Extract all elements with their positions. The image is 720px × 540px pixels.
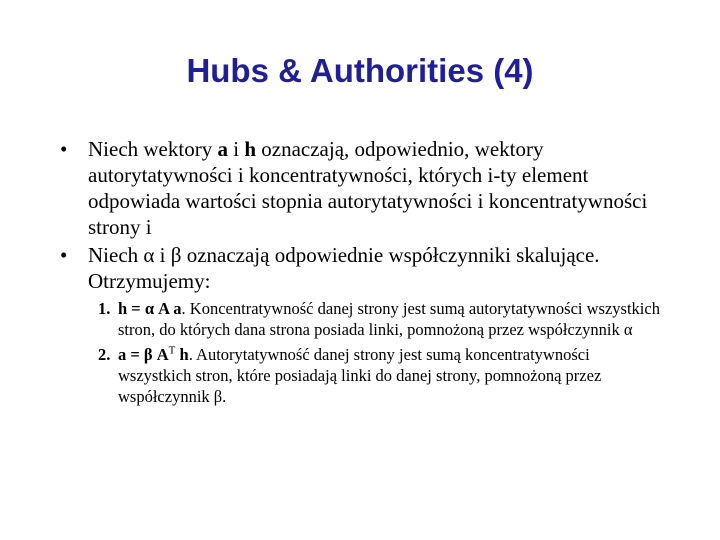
bullet-marker: • (60, 137, 68, 161)
bullet-text-pre: Niech wektory (88, 137, 218, 161)
vector-h-label: h (244, 137, 256, 161)
bullet-marker: • (60, 243, 68, 267)
hub-description: . Koncentratywność danej strony jest sumą autorytatywności wszystkich stron, do których dana strona posiada linki, pomnożoną przez współczynnik α (118, 299, 660, 339)
list-item-hub-formula (98, 298, 660, 340)
transpose-superscript: T (168, 344, 176, 357)
list-number: 2. (98, 345, 111, 364)
list-item-authority-formula (98, 344, 660, 407)
bullet-item-coefficients (60, 242, 660, 294)
bullet-text-mid: i (154, 243, 171, 267)
beta-symbol: β (170, 243, 182, 267)
numbered-list (98, 298, 660, 407)
slide-title: Hubs & Authorities (4) (186, 52, 534, 89)
alpha-symbol: α (143, 243, 155, 267)
authority-formula-post: h (175, 345, 189, 364)
bullet-text-pre: Niech (88, 243, 144, 267)
list-number: 1. (98, 299, 111, 318)
slide-content (60, 136, 660, 411)
bullet-item-vectors (60, 136, 660, 240)
authority-description: . Autorytatywność danej strony jest sumą koncentratywności wszystkich stron, które posiadają linki do danej strony, pomnożoną przez współczynnik β. (118, 345, 602, 406)
bullet-text-post: oznaczają, odpowiednio, wektory autorytatywności i koncentratywności, których i-ty element odpowiada wartości stopnia autorytatywności i koncentratywności strony i (88, 137, 648, 239)
vector-a-label: a (217, 137, 228, 161)
bullet-text-mid: i (227, 137, 245, 161)
bullet-text-post: oznaczają odpowiednie współczynniki skalujące. Otrzymujemy: (88, 243, 600, 293)
hub-formula: h = α A a (118, 299, 182, 318)
authority-formula-pre: a = β A (118, 345, 169, 364)
